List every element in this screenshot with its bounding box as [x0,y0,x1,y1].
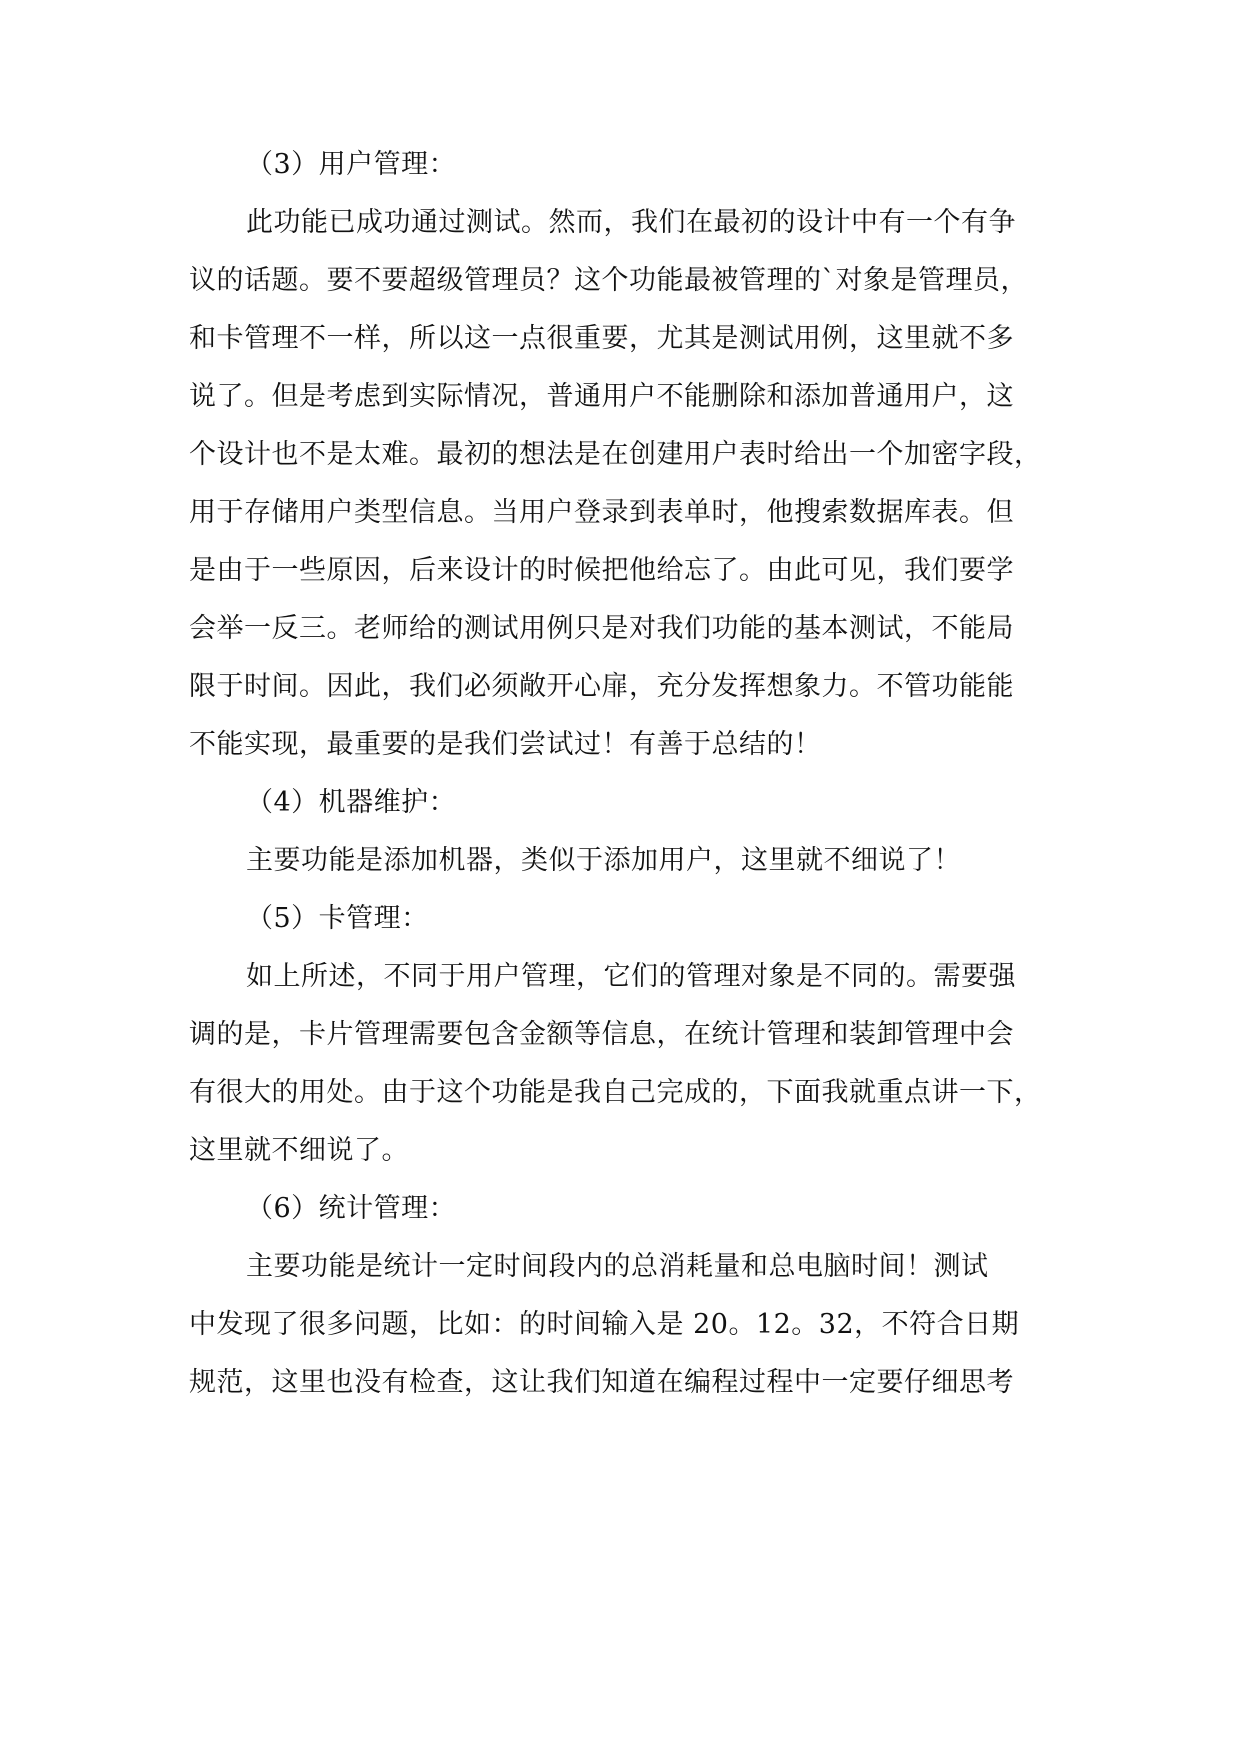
paragraph-line: 规范，这里也没有检查，这让我们知道在编程过程中一定要仔细思考 [189,1367,1014,1398]
paragraph-line: 这里就不细说了。 [189,1135,409,1166]
paragraph-line: 主要功能是添加机器，类似于添加用户，这里就不细说了！ [246,845,961,876]
paragraph-line: 主要功能是统计一定时间段内的总消耗量和总电脑时间！测试 [246,1251,989,1282]
paragraph-line: 中发现了很多问题，比如：的时间输入是 20。12。32，不符合日期 [189,1309,1020,1340]
paragraph-line: 调的是，卡片管理需要包含金额等信息，在统计管理和装卸管理中会 [189,1019,1014,1050]
section-heading-statistics-management: （6）统计管理： [246,1193,457,1224]
paragraph-line: 议的话题。要不要超级管理员？这个功能最被管理的`对象是管理员， [189,265,1028,296]
paragraph-line: 会举一反三。老师给的测试用例只是对我们功能的基本测试，不能局 [189,613,1014,644]
paragraph-line: 和卡管理不一样，所以这一点很重要，尤其是测试用例，这里就不多 [189,323,1014,354]
paragraph-line: 个设计也不是太难。最初的想法是在创建用户表时给出一个加密字段， [189,439,1042,470]
section-heading-user-management: （3）用户管理： [246,149,457,180]
paragraph-line: 用于存储用户类型信息。当用户登录到表单时，他搜索数据库表。但 [189,497,1014,528]
paragraph-line: 此功能已成功通过测试。然而，我们在最初的设计中有一个有争 [246,207,1016,238]
paragraph-line: 说了。但是考虑到实际情况，普通用户不能删除和添加普通用户，这 [189,381,1014,412]
section-heading-card-management: （5）卡管理： [246,903,429,934]
section-heading-machine-maintenance: （4）机器维护： [246,787,457,818]
paragraph-line: 如上所述，不同于用户管理，它们的管理对象是不同的。需要强 [246,961,1016,992]
paragraph-line: 有很大的用处。由于这个功能是我自己完成的，下面我就重点讲一下， [189,1077,1042,1108]
paragraph-line: 不能实现，最重要的是我们尝试过！有善于总结的！ [189,729,822,760]
paragraph-line: 是由于一些原因，后来设计的时候把他给忘了。由此可见，我们要学 [189,555,1014,586]
paragraph-line: 限于时间。因此，我们必须敞开心扉，充分发挥想象力。不管功能能 [189,671,1014,702]
